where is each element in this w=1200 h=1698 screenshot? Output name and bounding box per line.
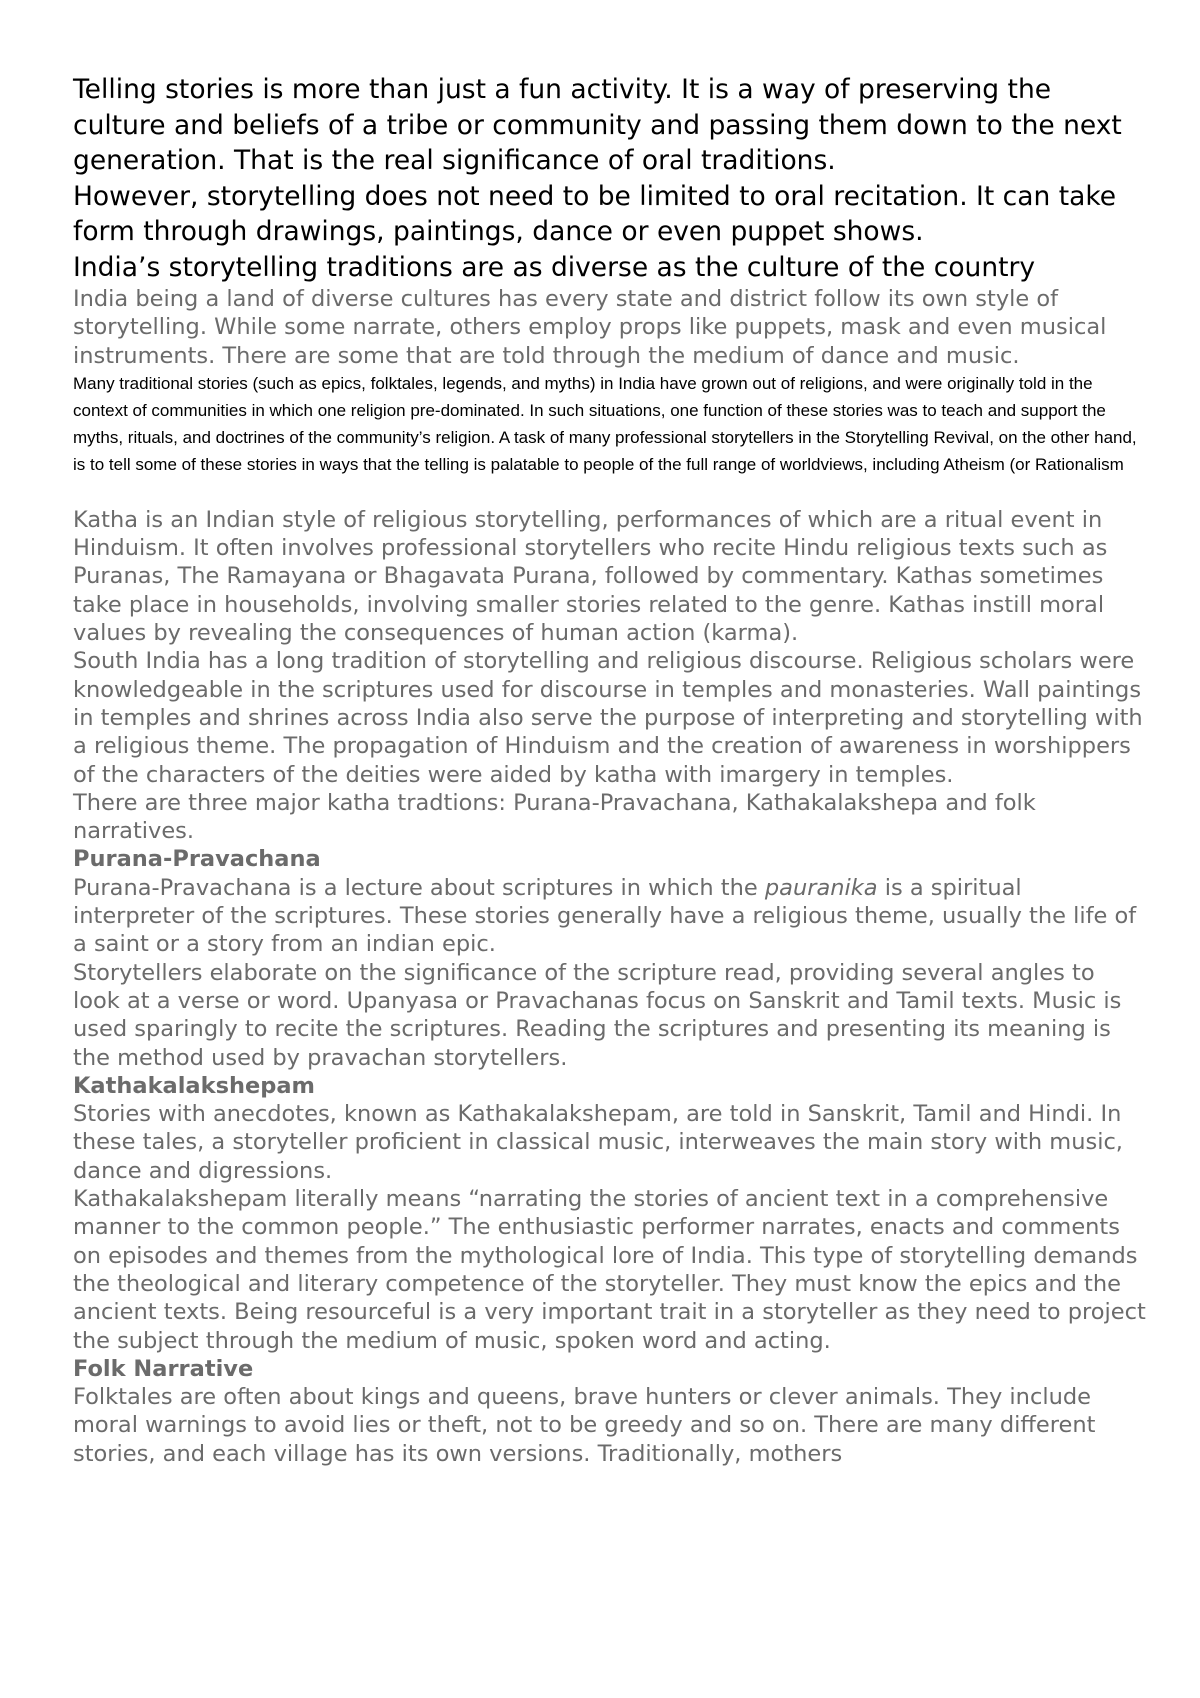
folk-narrative-heading: Folk Narrative <box>73 1355 254 1382</box>
diverse-cultures-paragraph: India being a land of diverse cultures has every state and district follow its own style of storytelling. While some narrate, others employ props like puppets, mask and even musical instruments. There are some that are told through the medium of dance and music. <box>73 286 1107 369</box>
kathakalakshepam-heading: Kathakalakshepam <box>73 1072 315 1099</box>
religion-stories-paragraph: Many traditional stories (such as epics, folktales, legends, and myths) in India have grown out of religions, and were originally told in the context of communities in which one religion pre-dominated. In such situations, one function of these stories was to teach and support the myths, rituals, and doctrines of the community’s religion. A task of many professional storytellers in the Storytelling Revival, on the other hand, is to tell some of these stories in ways that the telling is palatable to people of the full range of worldviews, including Atheism (or Rationalism <box>73 373 1137 474</box>
document-page <box>73 72 1148 1468</box>
purana-pravachana-heading: Purana-Pravachana <box>73 846 321 873</box>
katha-paragraph-3: There are three major katha tradtions: Purana-Pravachana, Kathakalakshepa and folk narratives. <box>73 789 1036 845</box>
intro-paragraph-1: Telling stories is more than just a fun activity. It is a way of preserving the culture and beliefs of a tribe or community and passing them down to the next generation. That is the real significance of oral traditions. <box>73 74 1122 176</box>
spacer <box>73 478 1148 506</box>
kathakalakshepam-paragraph-2: Kathakalakshepam literally means “narrating the stories of ancient text in a comprehensive manner to the common people.” The enthusiastic performer narrates, enacts and comments on episodes and themes from the mythological lore of India. This type of storytelling demands the theological and literary competence of the storyteller. They must know the epics and the ancient texts. Being resourceful is a very important trait in a storyteller as they need to project the subject through the medium of music, spoken word and acting. <box>73 1186 1146 1354</box>
purana-paragraph-2: Storytellers elaborate on the significance of the scripture read, providing several angles to look at a verse or word. Upanyasa or Pravachanas focus on Sanskrit and Tamil texts. Music is used sparingly to recite the scriptures. Reading the scriptures and presenting its meaning is the method used by pravachan storytellers. <box>73 959 1122 1071</box>
folk-paragraph-1: Folktales are often about kings and queens, brave hunters or clever animals. They include moral warnings to avoid lies or theft, not to be greedy and so on. There are many different stories, and each village has its own versions. Traditionally, mothers <box>73 1384 1096 1467</box>
katha-paragraph-1: Katha is an Indian style of religious storytelling, performances of which are a ritual event in Hinduism. It often involves professional storytellers who recite Hindu religious texts such as Puranas, The Ramayana or Bhagavata Purana, followed by commentary. Kathas sometimes take place in households, involving smaller stories related to the genre. Kathas instill moral values by revealing the consequences of human action (karma). <box>73 506 1108 647</box>
intro-paragraph-2: However, storytelling does not need to be limited to oral recitation. It can take form through drawings, paintings, dance or even puppet shows. <box>73 180 1117 247</box>
purana-p1-after: is a spiritual interpreter of the scriptures. These stories generally have a religious theme, usually the life of a saint or a story from an indian epic. <box>73 874 1137 958</box>
purana-paragraph-1 <box>73 874 1148 959</box>
katha-paragraph-2: South India has a long tradition of storytelling and religious discourse. Religious scholars were knowledgeable in the scriptures used for discourse in temples and monasteries. Wall paintings in temples and shrines across India also serve the purpose of interpreting and storytelling with a religious theme. The propagation of Hinduism and the creation of awareness in worshippers of the characters of the deities were aided by katha with imargery in temples. <box>73 648 1143 788</box>
intro-paragraph-3: India’s storytelling traditions are as diverse as the culture of the country <box>73 251 1036 283</box>
kathakalakshepam-paragraph-1: Stories with anecdotes, known as Kathakalakshepam, are told in Sanskrit, Tamil and Hindi. In these tales, a storyteller proficient in classical music, interweaves the main story with music, dance and digressions. <box>73 1101 1123 1184</box>
pauranika-term: pauranika <box>764 874 878 901</box>
purana-p1-before: Purana-Pravachana is a lecture about scriptures in which the <box>73 874 765 901</box>
